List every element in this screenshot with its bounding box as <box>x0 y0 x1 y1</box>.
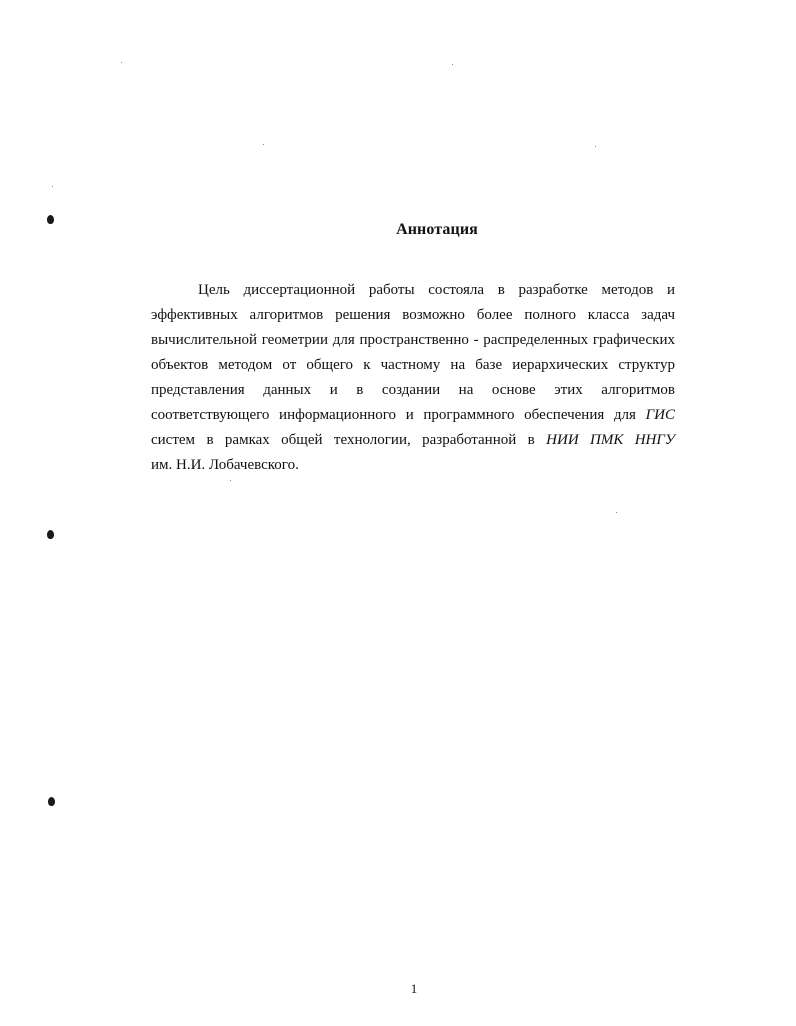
scan-speck <box>452 64 453 65</box>
institute-term: НИИ ПМК ННГУ <box>546 432 676 448</box>
page-title: Аннотация <box>396 221 478 238</box>
abstract-line-6-text: соответствующего информационного и программного обеспечения для <box>151 407 636 423</box>
scan-speck <box>121 62 122 63</box>
punch-hole-mark <box>47 530 54 539</box>
scan-speck <box>263 144 264 145</box>
page-number: 1 <box>410 981 418 996</box>
scan-speck <box>616 512 617 513</box>
gis-term: ГИС <box>645 407 675 423</box>
scan-speck <box>230 480 231 481</box>
abstract-line-8: им. Н.И. Лобачевского. <box>151 457 299 473</box>
punch-hole-mark <box>48 797 55 806</box>
abstract-line-4: объектов методом от общего к частному на базе иерархических структур <box>151 357 675 373</box>
abstract-line-7 <box>151 428 675 453</box>
abstract-line-3: вычислительной геометрии для пространственно - распределенных графических <box>151 332 675 348</box>
abstract-line-5: представления данных и в создании на основе этих алгоритмов <box>151 382 675 398</box>
scan-speck <box>52 186 53 187</box>
abstract-line-6 <box>151 403 675 428</box>
scan-speck <box>595 146 596 147</box>
abstract-line-7-text: систем в рамках общей технологии, разработанной в <box>151 432 535 448</box>
abstract-paragraph <box>151 278 675 478</box>
punch-hole-mark <box>47 215 54 224</box>
abstract-line-1: Цель диссертационной работы состояла в разработке методов и <box>198 282 675 298</box>
abstract-line-2: эффективных алгоритмов решения возможно более полного класса задач <box>151 307 675 323</box>
